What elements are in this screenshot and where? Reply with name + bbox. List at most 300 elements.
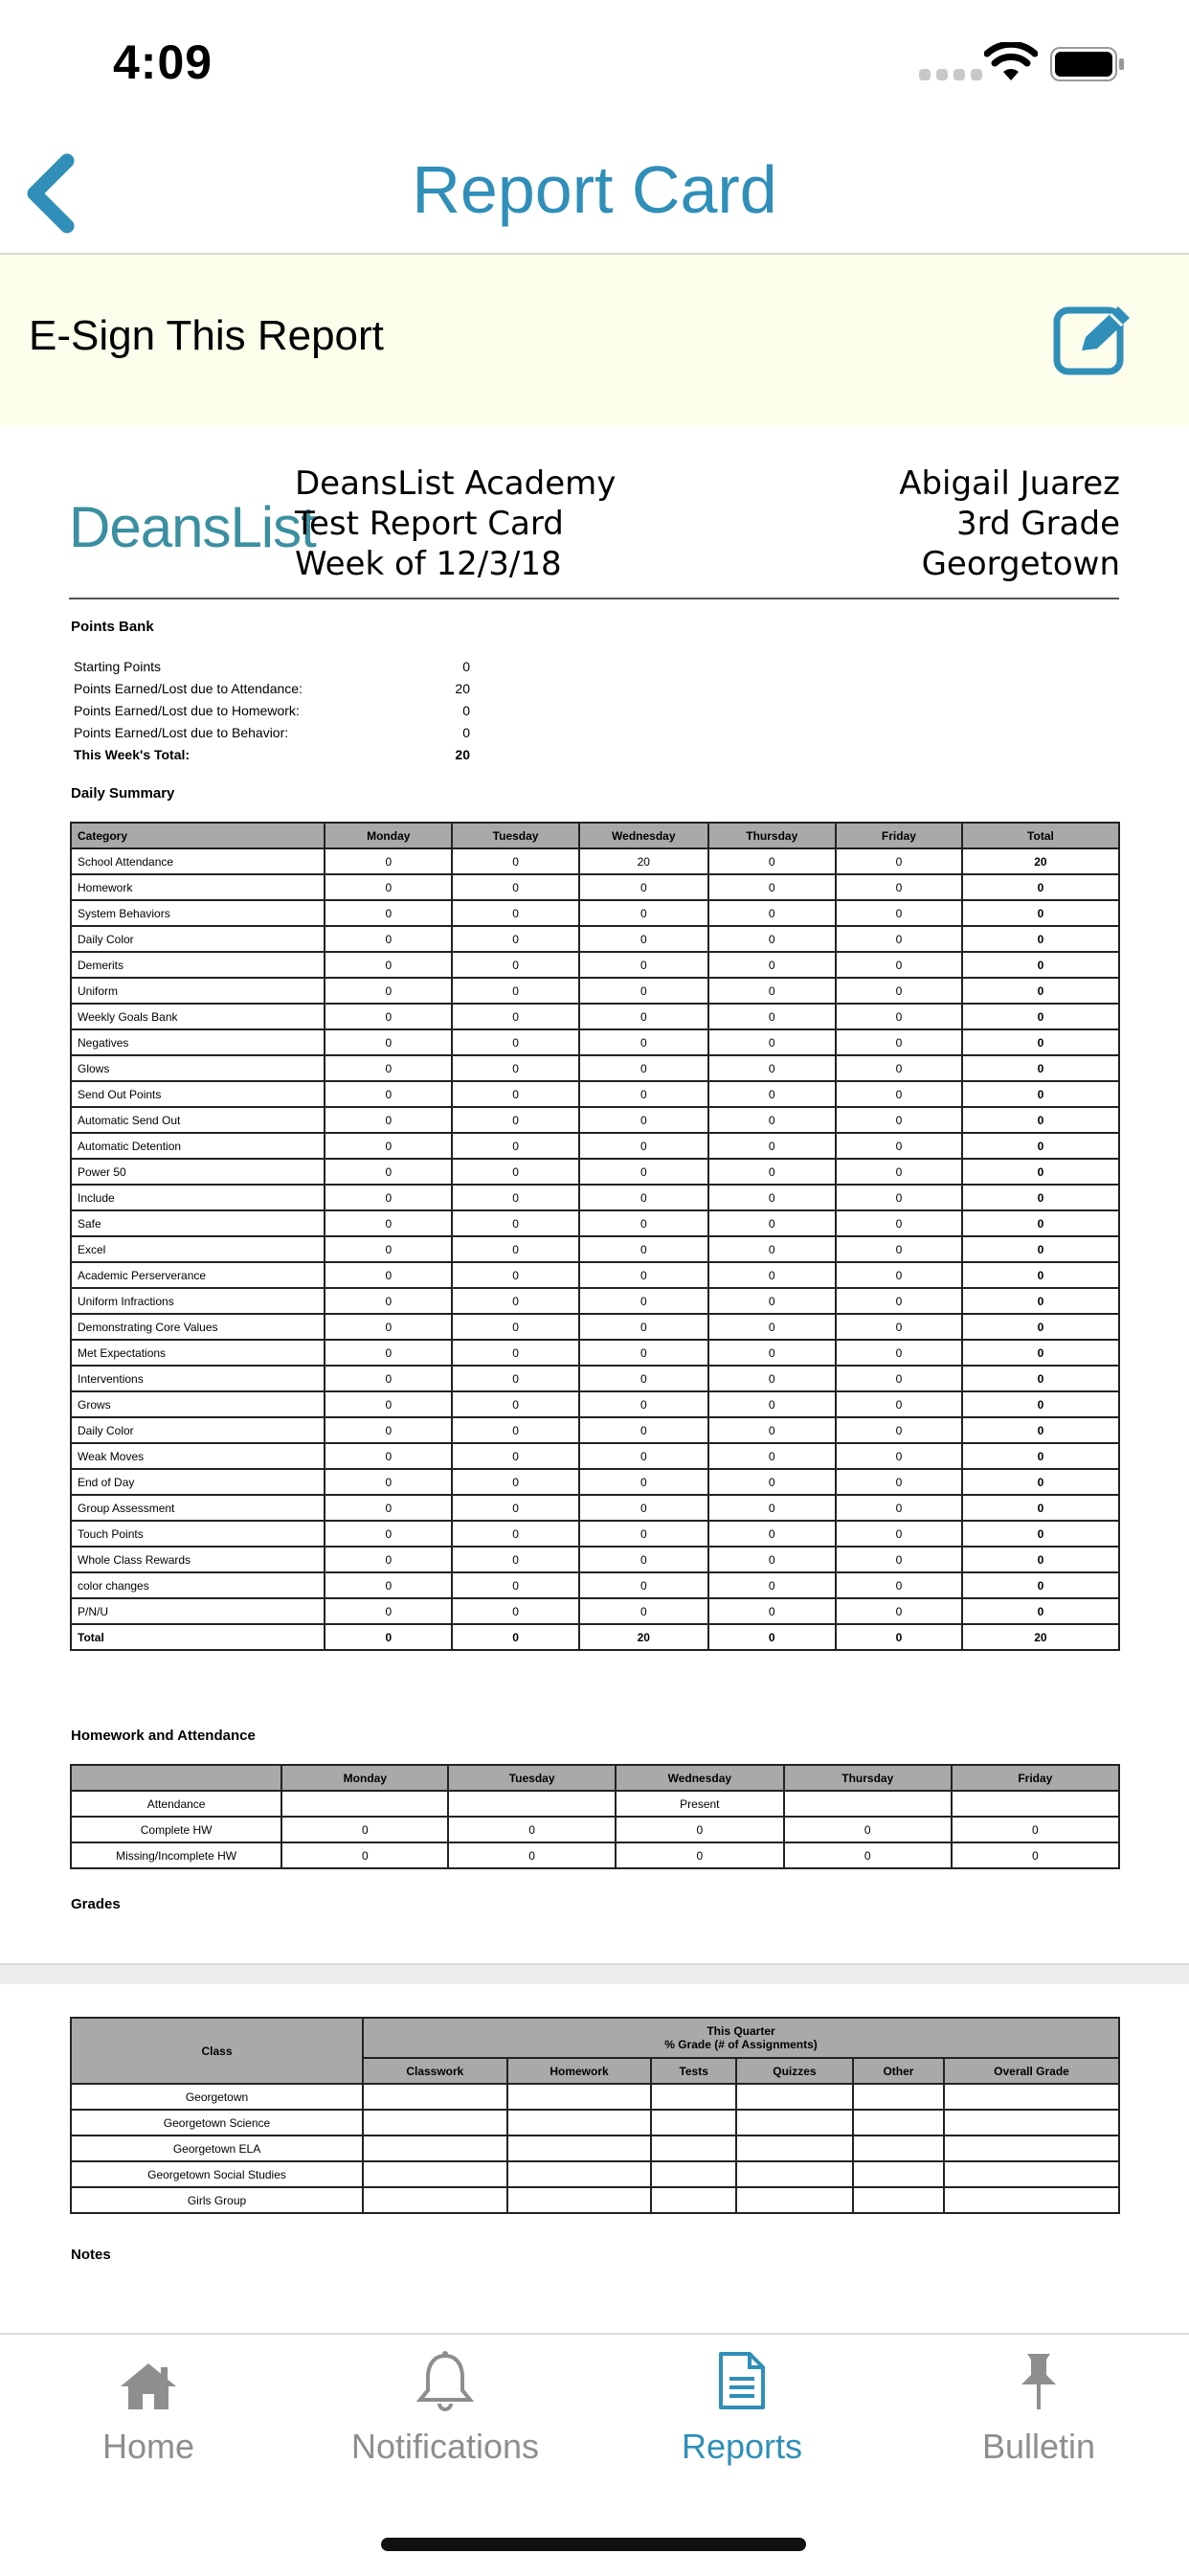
points-bank-row — [71, 699, 473, 721]
value-cell: 0 — [325, 1288, 452, 1314]
table-row — [71, 952, 1119, 978]
value-cell: 0 — [579, 1081, 708, 1107]
value-cell: 0 — [325, 1443, 452, 1469]
value-cell: 0 — [708, 1107, 836, 1133]
quarter-header-line-2: % Grade (# of Assignments) — [664, 2038, 818, 2051]
points-bank-label: Points Earned/Lost due to Behavior: — [74, 724, 289, 740]
student-grade: 3rd Grade — [955, 505, 1120, 543]
value-cell: 0 — [836, 1081, 962, 1107]
value-cell: 0 — [836, 1236, 962, 1262]
value-cell: 0 — [452, 1159, 579, 1185]
table-row — [71, 2110, 1119, 2135]
table-row — [71, 1624, 1119, 1650]
value-cell: 0 — [836, 1391, 962, 1417]
grade-cell — [736, 2084, 853, 2110]
value-cell: 0 — [448, 1817, 615, 1842]
points-bank-title: Points Bank — [71, 619, 154, 635]
grade-cell — [363, 2161, 507, 2187]
notes-title: Notes — [71, 2247, 111, 2263]
points-bank-label: Points Earned/Lost due to Attendance: — [74, 680, 303, 696]
value-cell: 0 — [452, 1055, 579, 1081]
value-cell: 0 — [962, 1443, 1119, 1469]
value-cell: 0 — [325, 1314, 452, 1340]
table-row — [71, 874, 1119, 900]
value-cell: 0 — [836, 1210, 962, 1236]
value-cell: 0 — [708, 1547, 836, 1572]
tab-bulletin-label: Bulletin — [981, 2427, 1096, 2466]
table-row — [71, 1288, 1119, 1314]
value-cell: 20 — [962, 848, 1119, 874]
value-cell: 0 — [452, 978, 579, 1004]
value-cell: 0 — [962, 900, 1119, 926]
column-header: Thursday — [708, 823, 836, 848]
value-cell: 0 — [579, 1262, 708, 1288]
student-info — [899, 463, 1120, 584]
value-cell: 0 — [452, 1417, 579, 1443]
value-cell: 0 — [325, 900, 452, 926]
table-row — [71, 1081, 1119, 1107]
home-indicator — [381, 2538, 806, 2551]
column-header: Homework — [507, 2058, 652, 2084]
value-cell: 20 — [962, 1624, 1119, 1650]
report-week: Week of 12/3/18 — [295, 545, 562, 583]
column-header: Overall Grade — [944, 2058, 1119, 2084]
row-label-cell: Missing/Incomplete HW — [71, 1842, 281, 1868]
value-cell: 0 — [962, 1236, 1119, 1262]
value-cell: 0 — [708, 900, 836, 926]
category-cell: Grows — [71, 1391, 325, 1417]
class-column-header: Class — [71, 2018, 363, 2084]
value-cell: 0 — [579, 900, 708, 926]
value-cell: 0 — [836, 1133, 962, 1159]
table-header-row — [71, 1765, 1119, 1791]
category-cell: Weekly Goals Bank — [71, 1004, 325, 1029]
grade-cell — [853, 2084, 944, 2110]
value-cell: 0 — [325, 1081, 452, 1107]
value-cell: 0 — [962, 1107, 1119, 1133]
points-bank-value: 20 — [455, 680, 470, 696]
value-cell: 0 — [325, 978, 452, 1004]
value-cell: 0 — [452, 1029, 579, 1055]
table-row — [71, 1262, 1119, 1288]
table-row — [71, 1598, 1119, 1624]
value-cell: 0 — [325, 1262, 452, 1288]
value-cell: 0 — [836, 1443, 962, 1469]
value-cell: 0 — [325, 1391, 452, 1417]
category-cell: Academic Perserverance — [71, 1262, 325, 1288]
value-cell: 0 — [452, 1236, 579, 1262]
grade-cell — [363, 2110, 507, 2135]
points-bank-row — [71, 677, 473, 699]
value-cell: 0 — [708, 1185, 836, 1210]
grade-cell — [944, 2161, 1119, 2187]
table-row — [71, 1817, 1119, 1842]
value-cell: 0 — [708, 848, 836, 874]
class-name-cell: Georgetown — [71, 2084, 363, 2110]
points-bank-value: 20 — [455, 746, 470, 762]
table-row — [71, 1159, 1119, 1185]
category-cell: Send Out Points — [71, 1081, 325, 1107]
value-cell: 0 — [452, 1391, 579, 1417]
navigation-bar — [0, 124, 1189, 255]
table-row — [71, 2084, 1119, 2110]
value-cell: 0 — [579, 978, 708, 1004]
value-cell: 0 — [708, 978, 836, 1004]
table-row — [71, 1495, 1119, 1521]
value-cell: 0 — [962, 1598, 1119, 1624]
value-cell: 0 — [962, 978, 1119, 1004]
student-name: Abigail Juarez — [899, 464, 1120, 503]
value-cell: 0 — [579, 1314, 708, 1340]
student-campus: Georgetown — [921, 545, 1120, 583]
page-separator — [0, 1963, 1189, 1986]
category-cell: Negatives — [71, 1029, 325, 1055]
value-cell: 0 — [325, 1210, 452, 1236]
tab-home[interactable] — [0, 2348, 297, 2467]
pin-icon — [1018, 2352, 1060, 2411]
table-row — [71, 1029, 1119, 1055]
value-cell: 0 — [325, 1547, 452, 1572]
value-cell: 0 — [325, 1340, 452, 1366]
table-row — [71, 2187, 1119, 2213]
table-row — [71, 1366, 1119, 1391]
value-cell: 0 — [579, 1391, 708, 1417]
value-cell: 0 — [452, 1314, 579, 1340]
value-cell: 0 — [962, 1366, 1119, 1391]
table-row — [71, 2161, 1119, 2187]
table-header-row — [71, 2018, 1119, 2058]
category-cell: Automatic Send Out — [71, 1107, 325, 1133]
value-cell: 0 — [836, 1547, 962, 1572]
value-cell: 0 — [962, 874, 1119, 900]
value-cell: 0 — [452, 1340, 579, 1366]
quarter-header-line-1: This Quarter — [707, 2024, 775, 2038]
value-cell: 0 — [708, 1055, 836, 1081]
tab-notifications[interactable] — [297, 2348, 594, 2467]
value-cell: 0 — [579, 1159, 708, 1185]
grade-cell — [507, 2161, 652, 2187]
value-cell: 0 — [452, 1185, 579, 1210]
value-cell: 0 — [325, 848, 452, 874]
category-cell: Demonstrating Core Values — [71, 1314, 325, 1340]
value-cell: 0 — [836, 1417, 962, 1443]
value-cell: 0 — [452, 900, 579, 926]
table-row — [71, 1107, 1119, 1133]
value-cell: 0 — [452, 1469, 579, 1495]
value-cell: 0 — [579, 1443, 708, 1469]
value-cell: 0 — [452, 1521, 579, 1547]
value-cell — [784, 1791, 952, 1817]
value-cell: 0 — [708, 1391, 836, 1417]
value-cell: 0 — [962, 1521, 1119, 1547]
value-cell: 0 — [579, 1236, 708, 1262]
value-cell: 0 — [708, 1443, 836, 1469]
value-cell: 0 — [708, 1469, 836, 1495]
daily-summary-table — [70, 822, 1120, 1651]
value-cell: 0 — [325, 1366, 452, 1391]
value-cell: 0 — [579, 1055, 708, 1081]
category-cell: System Behaviors — [71, 900, 325, 926]
column-header: Tests — [651, 2058, 736, 2084]
value-cell: 0 — [708, 1236, 836, 1262]
category-cell: Glows — [71, 1055, 325, 1081]
points-bank-value: 0 — [462, 724, 470, 740]
value-cell: 0 — [325, 1029, 452, 1055]
value-cell: 0 — [452, 1004, 579, 1029]
value-cell: 0 — [448, 1842, 615, 1868]
class-name-cell: Georgetown Science — [71, 2110, 363, 2135]
category-cell: Power 50 — [71, 1159, 325, 1185]
value-cell — [448, 1791, 615, 1817]
daily-summary-title: Daily Summary — [71, 785, 175, 802]
row-label-cell: Complete HW — [71, 1817, 281, 1842]
category-cell: Homework — [71, 874, 325, 900]
grade-cell — [944, 2187, 1119, 2213]
value-cell: 0 — [784, 1817, 952, 1842]
report-name: Test Report Card — [295, 505, 564, 543]
value-cell: 0 — [452, 1210, 579, 1236]
category-cell: Interventions — [71, 1366, 325, 1391]
value-cell: 0 — [579, 1004, 708, 1029]
value-cell: 0 — [325, 952, 452, 978]
grade-cell — [651, 2187, 736, 2213]
homework-attendance-table — [70, 1764, 1120, 1869]
category-cell: Demerits — [71, 952, 325, 978]
value-cell: 0 — [962, 1081, 1119, 1107]
category-cell: Excel — [71, 1236, 325, 1262]
column-header: Quizzes — [736, 2058, 853, 2084]
grade-cell — [363, 2187, 507, 2213]
value-cell: 0 — [708, 1159, 836, 1185]
table-row — [71, 848, 1119, 874]
grade-cell — [363, 2135, 507, 2161]
value-cell: 0 — [579, 1340, 708, 1366]
tab-reports[interactable] — [594, 2348, 890, 2467]
esign-label: E-Sign This Report — [29, 312, 384, 359]
value-cell: 0 — [962, 1159, 1119, 1185]
school-name: DeansList Academy — [295, 464, 617, 503]
wifi-icon — [984, 42, 1038, 82]
grade-cell — [651, 2135, 736, 2161]
value-cell: 0 — [962, 1288, 1119, 1314]
value-cell: 0 — [325, 1469, 452, 1495]
header-divider — [69, 598, 1119, 599]
class-name-cell: Girls Group — [71, 2187, 363, 2213]
table-row — [71, 1340, 1119, 1366]
value-cell: 0 — [962, 1185, 1119, 1210]
document-icon — [717, 2350, 767, 2411]
table-row — [71, 926, 1119, 952]
value-cell: 0 — [962, 1547, 1119, 1572]
value-cell: 0 — [616, 1817, 784, 1842]
value-cell: 0 — [962, 952, 1119, 978]
value-cell: 0 — [452, 1598, 579, 1624]
tab-bulletin[interactable] — [890, 2348, 1187, 2467]
value-cell: 0 — [616, 1842, 784, 1868]
value-cell: 0 — [579, 1598, 708, 1624]
table-row — [71, 1210, 1119, 1236]
value-cell: 0 — [708, 1340, 836, 1366]
category-cell: End of Day — [71, 1469, 325, 1495]
value-cell: 0 — [579, 1133, 708, 1159]
value-cell: 0 — [579, 1521, 708, 1547]
value-cell: 0 — [836, 978, 962, 1004]
value-cell: Present — [616, 1791, 784, 1817]
value-cell: 0 — [579, 1366, 708, 1391]
value-cell: 0 — [784, 1842, 952, 1868]
home-icon — [119, 2361, 178, 2411]
school-info — [295, 463, 616, 584]
status-time: 4:09 — [113, 35, 213, 89]
value-cell: 0 — [836, 1495, 962, 1521]
grade-cell — [363, 2084, 507, 2110]
value-cell: 0 — [836, 1288, 962, 1314]
value-cell: 0 — [708, 1417, 836, 1443]
column-header: Classwork — [363, 2058, 507, 2084]
value-cell: 0 — [836, 1107, 962, 1133]
value-cell: 0 — [452, 952, 579, 978]
value-cell: 20 — [579, 848, 708, 874]
points-bank-table — [71, 655, 473, 765]
value-cell: 0 — [579, 1029, 708, 1055]
table-row — [71, 1391, 1119, 1417]
value-cell: 0 — [325, 1598, 452, 1624]
column-header: Wednesday — [616, 1765, 784, 1791]
category-cell: Touch Points — [71, 1521, 325, 1547]
column-header: Monday — [281, 1765, 448, 1791]
value-cell: 0 — [962, 1262, 1119, 1288]
esign-banner[interactable] — [0, 255, 1189, 425]
value-cell: 0 — [579, 952, 708, 978]
grade-cell — [507, 2084, 652, 2110]
quarter-header — [363, 2018, 1119, 2058]
value-cell: 0 — [836, 1314, 962, 1340]
column-header: Other — [853, 2058, 944, 2084]
value-cell: 0 — [281, 1842, 448, 1868]
value-cell: 0 — [836, 1521, 962, 1547]
table-row — [71, 1314, 1119, 1340]
category-cell: Safe — [71, 1210, 325, 1236]
table-row — [71, 1133, 1119, 1159]
value-cell: 0 — [579, 1572, 708, 1598]
value-cell: 0 — [708, 1624, 836, 1650]
grade-cell — [736, 2187, 853, 2213]
value-cell: 0 — [579, 1495, 708, 1521]
value-cell: 0 — [708, 1495, 836, 1521]
value-cell: 0 — [325, 1133, 452, 1159]
grade-cell — [944, 2110, 1119, 2135]
category-cell: Met Expectations — [71, 1340, 325, 1366]
value-cell: 0 — [708, 1314, 836, 1340]
value-cell: 0 — [962, 1469, 1119, 1495]
value-cell: 0 — [836, 1340, 962, 1366]
category-cell: Weak Moves — [71, 1443, 325, 1469]
value-cell: 0 — [452, 1107, 579, 1133]
category-cell: color changes — [71, 1572, 325, 1598]
table-row — [71, 1443, 1119, 1469]
value-cell: 0 — [325, 1107, 452, 1133]
table-row — [71, 978, 1119, 1004]
points-bank-value: 0 — [462, 658, 470, 674]
column-header: Tuesday — [448, 1765, 615, 1791]
edit-sign-icon[interactable] — [1053, 301, 1139, 377]
value-cell: 0 — [836, 1366, 962, 1391]
value-cell: 0 — [325, 1004, 452, 1029]
value-cell: 0 — [836, 1624, 962, 1650]
category-cell: Automatic Detention — [71, 1133, 325, 1159]
grade-cell — [507, 2110, 652, 2135]
value-cell — [952, 1791, 1119, 1817]
value-cell: 0 — [836, 900, 962, 926]
value-cell: 0 — [452, 848, 579, 874]
value-cell: 0 — [836, 926, 962, 952]
points-bank-label: Points Earned/Lost due to Homework: — [74, 702, 300, 718]
value-cell: 0 — [708, 1366, 836, 1391]
value-cell: 0 — [836, 1262, 962, 1288]
value-cell: 0 — [708, 926, 836, 952]
table-row — [71, 1236, 1119, 1262]
value-cell: 0 — [452, 1262, 579, 1288]
table-row — [71, 1417, 1119, 1443]
points-bank-row — [71, 655, 473, 677]
table-row — [71, 900, 1119, 926]
grades-title: Grades — [71, 1896, 121, 1912]
value-cell: 0 — [836, 1159, 962, 1185]
grade-cell — [736, 2110, 853, 2135]
value-cell: 0 — [708, 1133, 836, 1159]
value-cell: 0 — [708, 1262, 836, 1288]
category-cell: Daily Color — [71, 1417, 325, 1443]
points-bank-label: This Week's Total: — [74, 746, 191, 762]
value-cell: 0 — [452, 1495, 579, 1521]
points-bank-label: Starting Points — [74, 658, 162, 674]
value-cell: 0 — [325, 1055, 452, 1081]
value-cell: 0 — [579, 1469, 708, 1495]
category-cell: Daily Color — [71, 926, 325, 952]
value-cell: 0 — [962, 1055, 1119, 1081]
category-cell: Whole Class Rewards — [71, 1547, 325, 1572]
value-cell: 0 — [325, 1572, 452, 1598]
value-cell: 0 — [836, 1029, 962, 1055]
value-cell: 0 — [579, 1185, 708, 1210]
row-label-cell: Attendance — [71, 1791, 281, 1817]
column-header: Wednesday — [579, 823, 708, 848]
value-cell: 0 — [962, 1004, 1119, 1029]
value-cell: 0 — [452, 874, 579, 900]
value-cell: 0 — [962, 1133, 1119, 1159]
grade-cell — [736, 2161, 853, 2187]
value-cell: 0 — [962, 1417, 1119, 1443]
value-cell: 0 — [325, 926, 452, 952]
table-row — [71, 1521, 1119, 1547]
value-cell: 0 — [962, 926, 1119, 952]
value-cell: 0 — [962, 1340, 1119, 1366]
value-cell: 0 — [452, 1443, 579, 1469]
report-document — [0, 425, 1189, 1961]
category-cell: Uniform Infractions — [71, 1288, 325, 1314]
value-cell: 0 — [579, 926, 708, 952]
homework-attendance-title: Homework and Attendance — [71, 1728, 256, 1744]
class-name-cell: Georgetown Social Studies — [71, 2161, 363, 2187]
value-cell: 0 — [708, 1572, 836, 1598]
table-row — [71, 1572, 1119, 1598]
value-cell: 0 — [452, 1547, 579, 1572]
grade-cell — [736, 2135, 853, 2161]
value-cell: 0 — [836, 1185, 962, 1210]
grades-table — [70, 2017, 1120, 2214]
value-cell: 0 — [708, 1210, 836, 1236]
value-cell: 0 — [708, 1598, 836, 1624]
